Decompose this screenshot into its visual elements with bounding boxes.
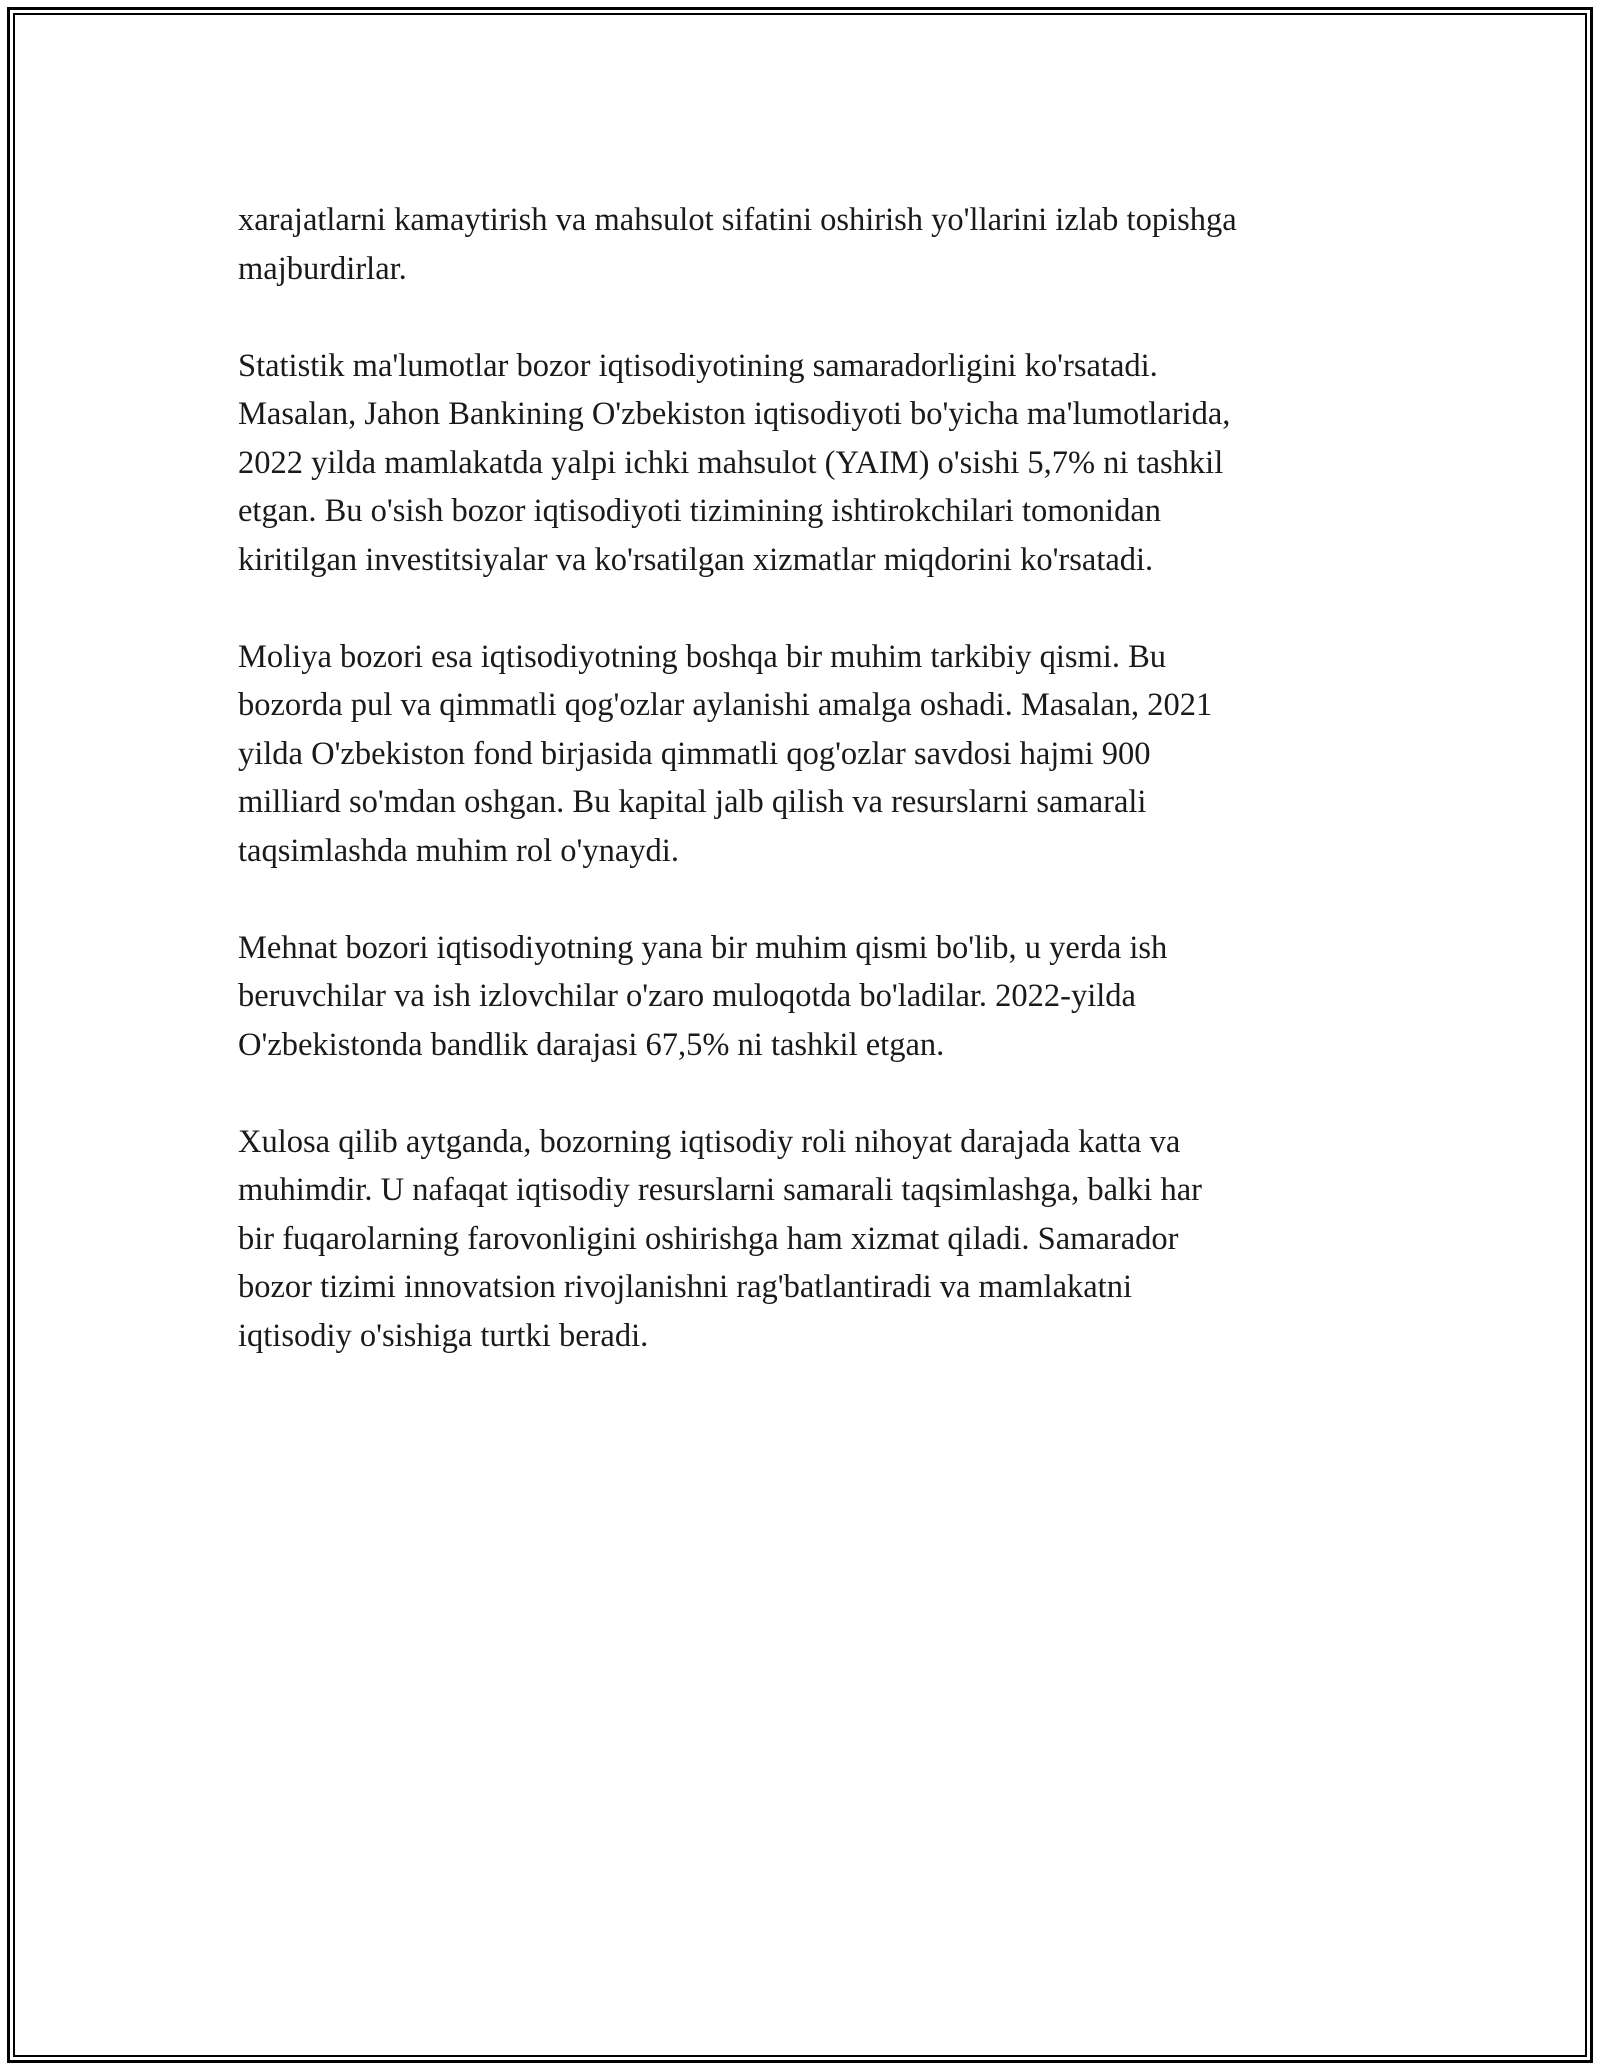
text-line: yilda O'zbekiston fond birjasida qimmatli qog'ozlar savdosi hajmi 900 [238,735,1151,772]
text-line: etgan. Bu o'sish bozor iqtisodiyoti tizimining ishtirokchilari tomonidan [238,493,1161,529]
text-line: 2022 yilda mamlakatda yalpi ichki mahsulot (YAIM) o'sishi 5,7% ni tashkil [238,444,1224,481]
text-line: iqtisodiy o'sishiga turtki beradi. [238,1317,649,1354]
text-line: kiritilgan investitsiyalar va ko'rsatilgan xizmatlar miqdorini ko'rsatadi. [238,541,1154,578]
text-line: bozorda pul va qimmatli qog'ozlar aylanishi amalga oshadi. Masalan, 2021 [238,687,1213,723]
page-frame [7,7,1593,2063]
paragraph-2 [238,342,1388,585]
text-line: beruvchilar va ish izlovchilar o'zaro muloqotda bo'ladilar. 2022-yilda [238,978,1136,1014]
text-line: bir fuqarolarning farovonligini oshirishga ham xizmat qiladi. Samarador [238,1220,1179,1257]
paragraph-1 [238,196,1388,293]
text-line: Statistik ma'lumotlar bozor iqtisodiyotining samaradorligini ko'rsatadi. [238,347,1158,384]
text-line: milliard so'mdan oshgan. Bu kapital jalb qilish va resurslarni samarali [238,784,1147,820]
text-line: Moliya bozori esa iqtisodiyotning boshqa bir muhim tarkibiy qismi. Bu [238,638,1166,675]
text-line: majburdirlar. [238,250,407,287]
paragraph-5 [238,1118,1388,1361]
text-line: Mehnat bozori iqtisodiyotning yana bir muhim qismi bo'lib, u yerda ish [238,929,1168,966]
text-line: taqsimlashda muhim rol o'ynaydi. [238,832,679,869]
paragraph-3 [238,633,1388,876]
text-line: muhimdir. U nafaqat iqtisodiy resurslarni samarali taqsimlashga, balki har [238,1172,1202,1208]
text-line: O'zbekistonda bandlik darajasi 67,5% ni tashkil etgan. [238,1026,945,1063]
text-line: bozor tizimi innovatsion rivojlanishni rag'batlantiradi va mamlakatni [238,1269,1132,1305]
paragraph-4 [238,924,1388,1070]
text-line: Masalan, Jahon Bankining O'zbekiston iqtisodiyoti bo'yicha ma'lumotlarida, [238,396,1231,432]
document-body [238,196,1388,1409]
text-line: xarajatlarni kamaytirish va mahsulot sifatini oshirish yo'llarini izlab topishga [238,202,1237,238]
text-line: Xulosa qilib aytganda, bozorning iqtisodiy roli nihoyat darajada katta va [238,1123,1181,1160]
